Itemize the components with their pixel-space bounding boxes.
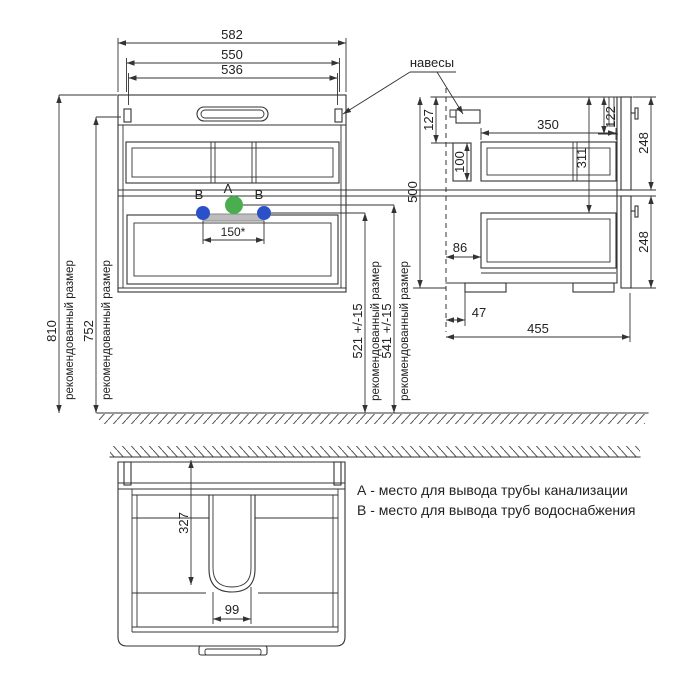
bottom-bracket-right — [334, 462, 341, 485]
legend-line-a: А - место для вывода трубы канализации — [357, 482, 628, 498]
siphon-cutout — [209, 495, 255, 592]
dim-541-note: рекомендованный размер — [399, 261, 411, 401]
marker-a-dot — [225, 196, 243, 214]
bottom-view — [118, 460, 345, 655]
drawer-handle-icon — [631, 206, 638, 217]
hinge-bracket-left — [124, 109, 131, 122]
dim-100-label: 100 — [452, 151, 467, 173]
side-view — [421, 88, 656, 342]
drawer-handle-icon — [631, 108, 638, 119]
marker-b-dot-right — [257, 206, 271, 220]
dim-810-label: 810 — [44, 320, 59, 342]
foot-back — [465, 283, 506, 292]
dim-248-bottom-label: 248 — [636, 231, 651, 253]
dim-541-label: 541 +/-15 — [379, 303, 394, 359]
dim-99-label: 99 — [224, 602, 240, 617]
marker-a-label: А — [223, 181, 233, 196]
marker-b-label-left: В — [194, 187, 204, 202]
dim-127-label: 127 — [421, 109, 436, 131]
dim-150-label: 150* — [220, 225, 246, 239]
dim-550-label: 550 — [221, 47, 243, 62]
side-hinge-bracket — [456, 110, 480, 123]
dim-86-label: 86 — [452, 240, 468, 255]
dim-752-label: 752 — [81, 320, 96, 342]
dim-47-label: 47 — [471, 305, 487, 320]
pipe-height-dimensions — [350, 205, 411, 413]
floor-line — [97, 413, 648, 424]
dim-327-label: 327 — [176, 512, 191, 534]
dim-311-label: 311 — [574, 147, 589, 169]
marker-b-label-right: В — [254, 187, 264, 202]
left-height-dimensions — [44, 95, 121, 413]
dim-810-note: рекомендованный размер — [64, 260, 76, 400]
hinges-callout — [343, 55, 463, 114]
dim-248-top-label: 248 — [636, 132, 651, 154]
dim-521-label: 521 +/-15 — [350, 303, 365, 359]
dim-500-label: 500 — [405, 181, 420, 203]
dim-752-note: рекомендованный размер — [101, 260, 113, 400]
bottom-handle-icon — [199, 646, 267, 655]
marker-b-dot-left — [196, 206, 210, 220]
dim-536-label: 536 — [221, 62, 243, 77]
dim-122-label: 122 — [603, 106, 618, 128]
dim-455-label: 455 — [527, 321, 549, 336]
handle-recess-icon — [197, 107, 268, 121]
legend-line-b: В - место для вывода труб водоснабжения — [357, 502, 636, 518]
front-top-dimensions — [118, 27, 346, 105]
drain-zone-band — [203, 214, 264, 221]
dim-521-note: рекомендованный размер — [370, 261, 382, 401]
wall-line-bottom-view — [110, 446, 640, 457]
foot-front — [573, 283, 614, 292]
upper-drawer-front — [621, 97, 631, 190]
bottom-bracket-left — [124, 462, 131, 485]
legend — [357, 482, 636, 518]
lower-drawer-front — [621, 196, 631, 288]
dim-582-label: 582 — [221, 27, 243, 42]
hinge-bracket-right — [335, 109, 342, 122]
hinges-label: навесы — [409, 55, 455, 70]
dim-350-label: 350 — [537, 117, 559, 132]
